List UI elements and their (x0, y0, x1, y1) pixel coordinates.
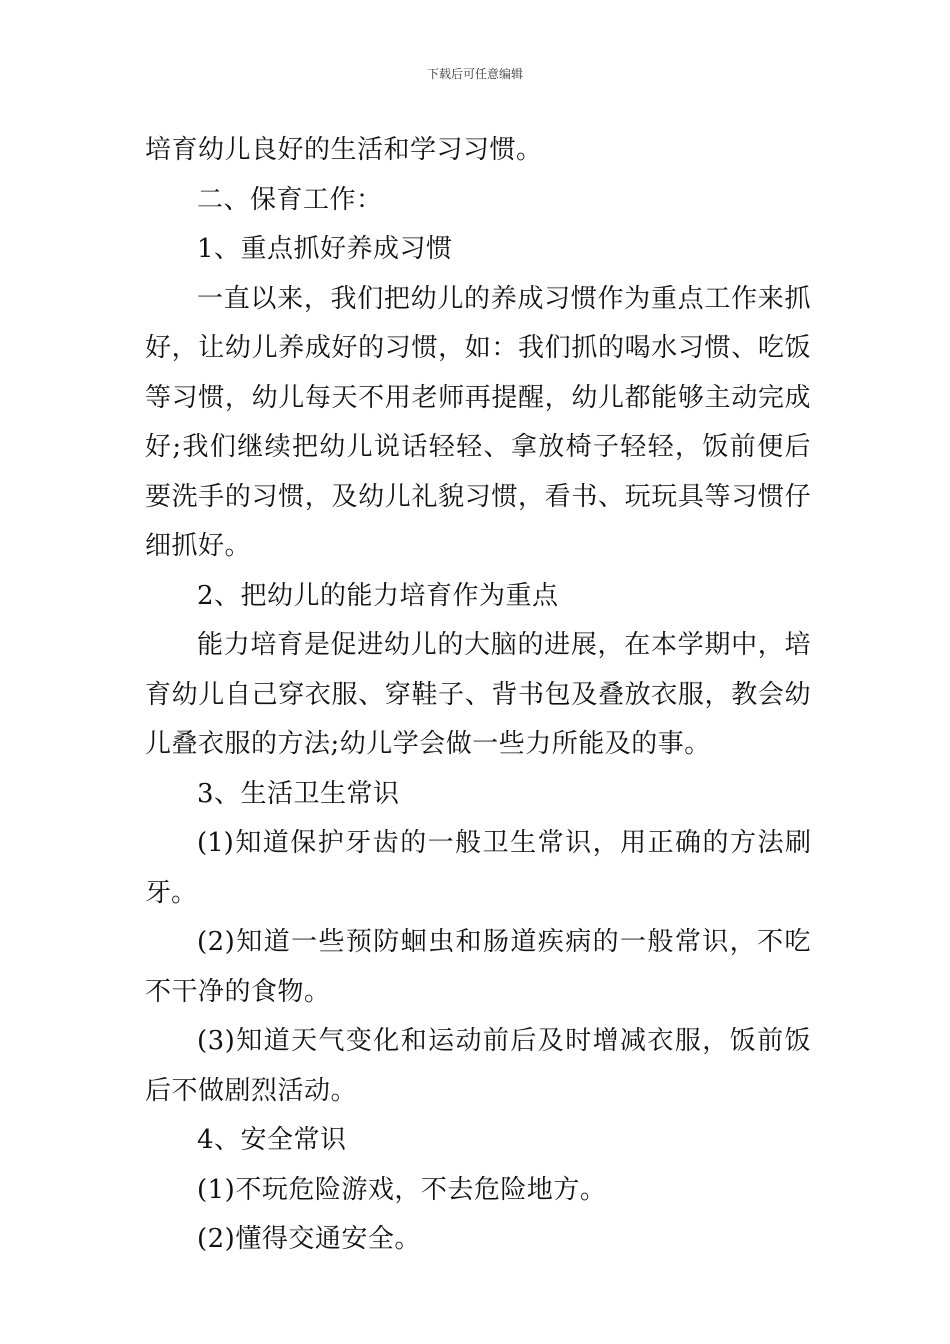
subheading-hygiene-knowledge: 3、生活卫生常识 (197, 778, 400, 809)
document-body (145, 126, 811, 1265)
list-item-hygiene-3: (3)知道天气变化和运动前后及时增减衣服，饭前饭后不做剧烈活动。 (145, 1026, 811, 1106)
paragraph-ability-training: 能力培育是促进幼儿的大脑的进展，在本学期中，培育幼儿自己穿衣服、穿鞋子、背书包及叠放衣服，教会幼儿叠衣服的方法;幼儿学会做一些力所能及的事。 (145, 630, 811, 759)
list-item-safety-1: (1)不玩危险游戏，不去危险地方。 (197, 1174, 607, 1205)
section-heading-care-work: 二、保育工作： (197, 184, 383, 215)
subheading-ability-training: 2、把幼儿的能力培育作为重点 (197, 580, 559, 611)
list-item-hygiene-2: (2)知道一些预防蛔虫和肠道疾病的一般常识，不吃不干净的食物。 (145, 927, 811, 1007)
paragraph-habit-formation: 一直以来，我们把幼儿的养成习惯作为重点工作来抓好，让幼儿养成好的习惯，如：我们抓的喝水习惯、吃饭等习惯，幼儿每天不用老师再提醒，幼儿都能够主动完成好;我们继续把幼儿说话轻轻、拿放椅子轻轻，饭前便后要洗手的习惯，及幼儿礼貌习惯，看书、玩玩具等习惯仔细抓好。 (145, 283, 811, 561)
paragraph-habits-intro: 培育幼儿良好的生活和学习习惯。 (145, 135, 543, 165)
subheading-safety-knowledge: 4、安全常识 (197, 1125, 347, 1155)
page-header: 下载后可任意编辑 (426, 67, 523, 81)
list-item-safety-2: (2)懂得交通安全。 (197, 1224, 421, 1254)
list-item-hygiene-1: (1)知道保护牙齿的一般卫生常识，用正确的方法刷牙。 (145, 828, 811, 908)
subheading-habit-formation: 1、重点抓好养成习惯 (197, 234, 453, 264)
